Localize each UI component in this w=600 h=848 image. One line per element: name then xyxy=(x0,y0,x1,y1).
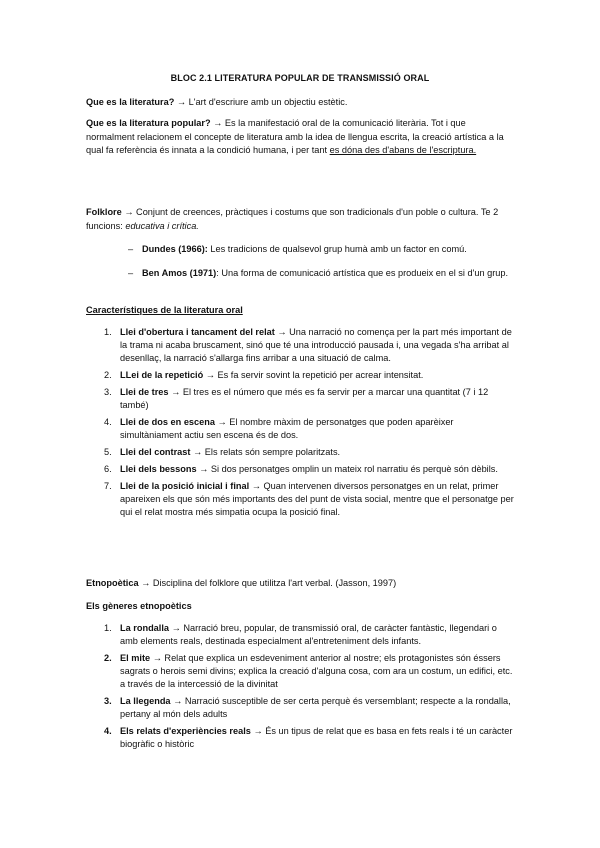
item-term: La rondalla xyxy=(120,623,170,633)
list-number: 1. xyxy=(104,623,112,633)
item-term: Llei de dos en escena xyxy=(120,417,215,427)
item-term: La llegenda xyxy=(120,696,171,707)
item-text: És un tipus de relat que es basa en fets reals i té un caràcter biogràfic o històric xyxy=(120,726,513,750)
arrow-icon: → xyxy=(217,417,227,427)
arrow-icon: → xyxy=(176,97,187,107)
characteristics-list xyxy=(86,326,516,523)
dash-bullet: – xyxy=(128,244,134,254)
definition-literature: L'art d'escriure amb un objectiu estètic. xyxy=(186,97,348,107)
list-item xyxy=(86,386,516,412)
paragraph-folklore xyxy=(86,206,516,233)
arrow-icon: → xyxy=(253,726,263,737)
list-number: 2. xyxy=(104,370,112,381)
definition-dundes xyxy=(128,243,520,257)
paragraph-popular-literature xyxy=(86,117,516,158)
item-term: LLei de la repetició xyxy=(120,370,204,381)
item-term: Llei del contrast xyxy=(120,447,191,457)
author-term: Ben Amos (1971) xyxy=(142,268,217,278)
definition-popular-literature: Es la manifestació oral de la comunicació literària. Tot i que normalment relacionem el concepte de literatura amb la idea de llengua escrita, la creació artística a la qual fa referència és innata a la condició humana, i per tant xyxy=(86,118,504,156)
list-number: 2. xyxy=(104,653,112,663)
term-folklore: Folklore xyxy=(86,207,122,217)
list-number: 3. xyxy=(104,696,112,707)
author-definition: : Una forma de comunicació artística que es produeix en el si d'un grup. xyxy=(216,268,509,278)
item-term: El mite xyxy=(120,653,151,663)
dash-bullet: – xyxy=(128,268,134,278)
arrow-icon: → xyxy=(251,480,261,491)
arrow-icon: → xyxy=(141,578,151,588)
list-item xyxy=(86,695,516,721)
definition-etnopoetica: Disciplina del folklore que utilitza l'art verbal. (Jasson, 1997) xyxy=(150,578,397,588)
arrow-icon: → xyxy=(152,653,162,663)
arrow-icon: → xyxy=(171,623,181,633)
list-item xyxy=(86,622,516,648)
term-etnopoetica: Etnopoètica xyxy=(86,578,139,588)
section-heading-characteristics: Característiques de la literatura oral xyxy=(86,305,243,315)
term-popular-literature: Que es la literatura popular? xyxy=(86,118,211,128)
arrow-icon: → xyxy=(205,370,215,381)
arrow-icon: → xyxy=(171,387,181,397)
list-item xyxy=(86,446,516,459)
list-number: 7. xyxy=(104,480,112,491)
list-item xyxy=(86,725,516,751)
list-item xyxy=(86,416,516,442)
definition-ben-amos xyxy=(128,267,520,281)
list-number: 1. xyxy=(104,327,112,337)
list-item xyxy=(86,480,516,520)
genres-list xyxy=(86,622,516,755)
item-text: Si dos personatges omplin un mateix rol narratiu és perquè són dèbils. xyxy=(208,463,498,474)
arrow-icon: → xyxy=(124,207,134,217)
arrow-icon: → xyxy=(193,447,203,457)
arrow-icon: → xyxy=(213,118,223,128)
list-item xyxy=(86,463,516,476)
section-heading-genres: Els gèneres etnopoètics xyxy=(86,601,192,611)
item-text: Relat que explica un esdeveniment anterior al nostre; els protagonistes són éssers sagrats o herois semi divins; explica la creació d'alguna cosa, com ara un costum, un edifici, etc. a través de la intercessió de la divinitat xyxy=(120,653,513,690)
arrow-icon: → xyxy=(199,463,209,474)
item-term: Llei dels bessons xyxy=(120,463,197,474)
item-term: Llei de tres xyxy=(120,387,169,397)
list-number: 5. xyxy=(104,447,112,457)
folklore-functions: educativa i crítica. xyxy=(125,220,199,231)
item-text: Es fa servir sovint la repetició per acrear intensitat. xyxy=(214,370,424,381)
item-text: Una narració no comença per la part més important de la trama ni acaba bruscament, sinó que té una introducció pausada i, una vegada s'ha arribat al desenllaç, la narració s'allarga fins arribar a una situació de calma. xyxy=(120,327,512,364)
item-term: Llei de la posició inicial i final xyxy=(120,480,250,491)
paragraph-what-is-literature xyxy=(86,96,516,110)
list-number: 4. xyxy=(104,417,112,427)
item-text: Quan intervenen diversos personatges en un relat, primer apareixen els que són més importants des del punt de vista social, mentre que el personatge per qui el relat mostra més simpatia ocupa la posició final. xyxy=(120,480,514,517)
definition-folklore: Conjunt de creences, pràctiques i costums que son tradicionals d'un poble o cultura. Te 2 funcions: xyxy=(86,207,499,231)
arrow-icon: → xyxy=(277,327,287,337)
item-text: Narració susceptible de ser certa perquè és versemblant; respecte a la rondalla, pertany al món dels adults xyxy=(120,696,511,720)
item-term: Llei d'obertura i tancament del relat xyxy=(120,327,275,337)
list-number: 3. xyxy=(104,387,112,397)
paragraph-etnopoetica xyxy=(86,577,516,591)
page-title: BLOC 2.1 LITERATURA POPULAR DE TRANSMISSIÓ ORAL xyxy=(170,73,430,83)
item-text: El tres es el número que més es fa servir per a marcar una quantitat (7 i 12 també) xyxy=(120,387,489,411)
arrow-icon: → xyxy=(173,696,183,707)
list-item xyxy=(86,369,516,382)
list-item xyxy=(86,652,516,692)
underlined-phrase: es dóna des d'abans de l'escriptura. xyxy=(329,145,477,156)
list-number: 4. xyxy=(104,726,112,737)
author-term: Dundes (1966): xyxy=(142,244,208,254)
list-item xyxy=(86,326,516,366)
list-number: 6. xyxy=(104,463,112,474)
term-literature: Que es la literatura? xyxy=(86,97,175,107)
item-text: El nombre màxim de personatges que poden aparèixer simultàniament actiu sen escena és de dos. xyxy=(120,417,454,441)
author-definition: Les tradicions de qualsevol grup humà amb un factor en comú. xyxy=(207,244,467,254)
item-term: Els relats d'experiències reals xyxy=(120,726,251,737)
item-text: Narració breu, popular, de transmissió oral, de caràcter fantàstic, llegendari o amb elements reals, destinada especialment al'entreteniment dels infants. xyxy=(120,623,497,647)
item-text: Els relats són sempre polaritzats. xyxy=(202,447,341,457)
